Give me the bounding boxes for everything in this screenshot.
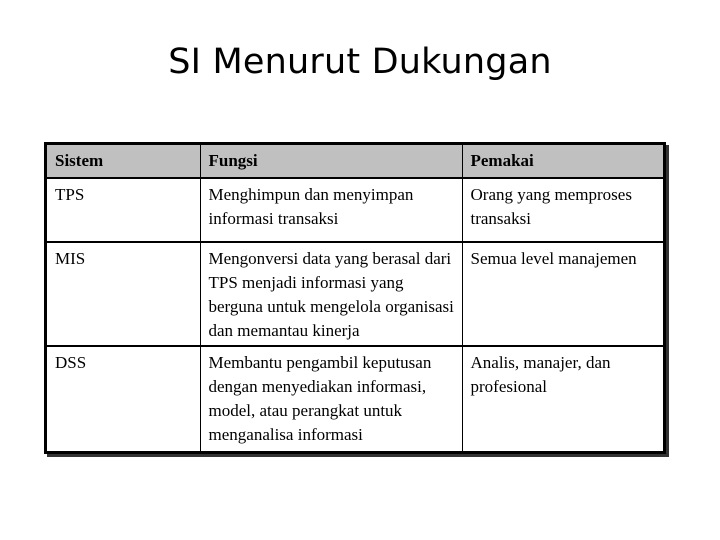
cell-fungsi: Mengonversi data yang berasal dari TPS menjadi informasi yang berguna untuk mengelola organisasi dan memantau kinerja [200,242,462,346]
cell-pemakai: Orang yang memproses transaksi [462,178,663,242]
cell-pemakai: Semua level manajemen [462,242,663,346]
cell-sistem: TPS [55,185,85,204]
slide-title: SI Menurut Dukungan [168,42,552,82]
cell-fungsi: Menghimpun dan menyimpan informasi transaksi [200,178,462,242]
header-sistem: Sistem [47,145,200,178]
cell-sistem: MIS [47,242,200,346]
cell-sistem: DSS [47,346,200,451]
table-header-row [47,145,663,178]
table-row-mis [47,242,663,346]
cell-pemakai: Analis, manajer, dan profesional [462,346,663,451]
header-fungsi: Fungsi [200,145,462,178]
header-pemakai: Pemakai [462,145,663,178]
table-row-tps [47,178,663,242]
table-row-dss [47,346,663,451]
cell-fungsi: Membantu pengambil keputusan dengan menyediakan informasi, model, atau perangkat untuk menganalisa informasi [200,346,462,451]
support-systems-table [44,142,666,454]
